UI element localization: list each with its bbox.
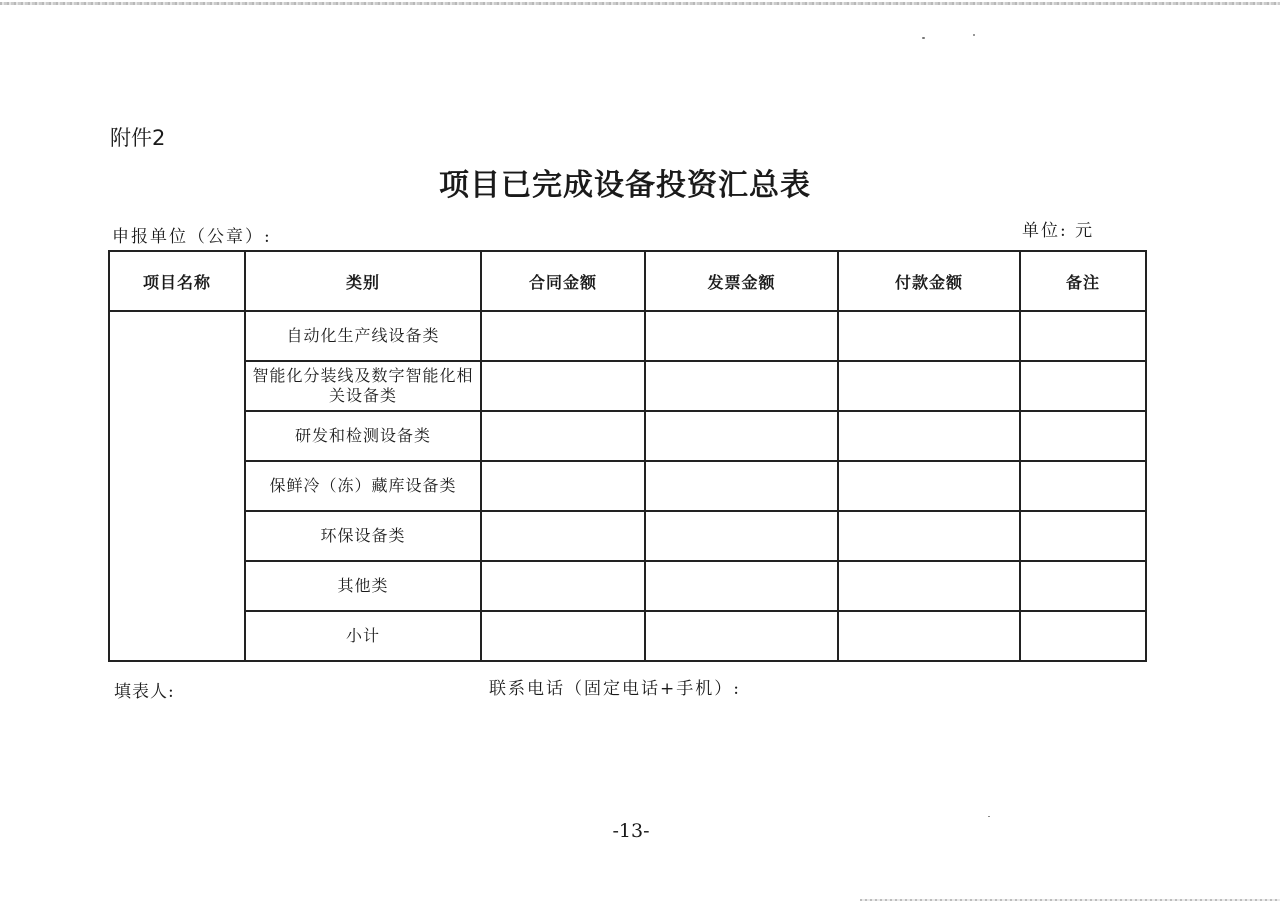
table-row (109, 411, 1146, 461)
invoice-amount-cell[interactable] (645, 611, 838, 661)
payment-amount-cell[interactable] (838, 411, 1020, 461)
payment-amount-cell[interactable] (838, 611, 1020, 661)
header-invoice-amount: 发票金额 (645, 251, 838, 311)
contract-amount-cell[interactable] (481, 611, 645, 661)
contract-amount-cell[interactable] (481, 461, 645, 511)
payment-amount-cell[interactable] (838, 461, 1020, 511)
payment-amount-cell[interactable] (838, 361, 1020, 411)
payment-amount-cell[interactable] (838, 561, 1020, 611)
category-cell: 环保设备类 (245, 511, 481, 561)
remarks-cell[interactable] (1020, 561, 1146, 611)
equipment-investment-table (108, 250, 1147, 662)
table-row (109, 361, 1146, 411)
header-category: 类别 (245, 251, 481, 311)
applicant-label: 申报单位（公章）: (112, 227, 272, 247)
header-remarks: 备注 (1020, 251, 1146, 311)
invoice-amount-cell[interactable] (645, 511, 838, 561)
contract-amount-cell[interactable] (481, 511, 645, 561)
contract-amount-cell[interactable] (481, 361, 645, 411)
remarks-cell[interactable] (1020, 411, 1146, 461)
remarks-cell[interactable] (1020, 311, 1146, 361)
table-row (109, 311, 1146, 361)
remarks-cell[interactable] (1020, 611, 1146, 661)
table-header-row (109, 251, 1146, 311)
category-cell: 其他类 (245, 561, 481, 611)
table-row (109, 561, 1146, 611)
table-row (109, 511, 1146, 561)
subtotal-label-cell: 小计 (245, 611, 481, 661)
invoice-amount-cell[interactable] (645, 561, 838, 611)
remarks-cell[interactable] (1020, 511, 1146, 561)
header-contract-amount: 合同金额 (481, 251, 645, 311)
filler-label: 填表人: (114, 682, 175, 702)
currency-unit-label: 单位: 元 (1022, 221, 1095, 241)
scan-speck (922, 37, 925, 39)
remarks-cell[interactable] (1020, 361, 1146, 411)
header-project-name: 项目名称 (109, 251, 245, 311)
subtotal-row (109, 611, 1146, 661)
invoice-amount-cell[interactable] (645, 361, 838, 411)
contract-amount-cell[interactable] (481, 561, 645, 611)
invoice-amount-cell[interactable] (645, 461, 838, 511)
page-number: -13- (612, 820, 650, 842)
payment-amount-cell[interactable] (838, 311, 1020, 361)
contract-amount-cell[interactable] (481, 311, 645, 361)
category-cell: 自动化生产线设备类 (245, 311, 481, 361)
contact-phone-label: 联系电话（固定电话+手机）: (489, 679, 741, 699)
scan-speck (988, 816, 990, 817)
attachment-label: 附件2 (110, 126, 166, 150)
table-row (109, 461, 1146, 511)
remarks-cell[interactable] (1020, 461, 1146, 511)
category-cell: 智能化分装线及数字智能化相关设备类 (245, 361, 481, 411)
contract-amount-cell[interactable] (481, 411, 645, 461)
invoice-amount-cell[interactable] (645, 411, 838, 461)
project-name-cell[interactable] (109, 311, 245, 661)
scan-speck (973, 34, 975, 36)
category-cell: 保鲜冷（冻）藏库设备类 (245, 461, 481, 511)
scan-edge-bottom (860, 899, 1280, 901)
category-cell: 研发和检测设备类 (245, 411, 481, 461)
payment-amount-cell[interactable] (838, 511, 1020, 561)
document-title: 项目已完成设备投资汇总表 (439, 168, 811, 203)
invoice-amount-cell[interactable] (645, 311, 838, 361)
header-payment-amount: 付款金额 (838, 251, 1020, 311)
scan-edge-top (0, 2, 1280, 5)
